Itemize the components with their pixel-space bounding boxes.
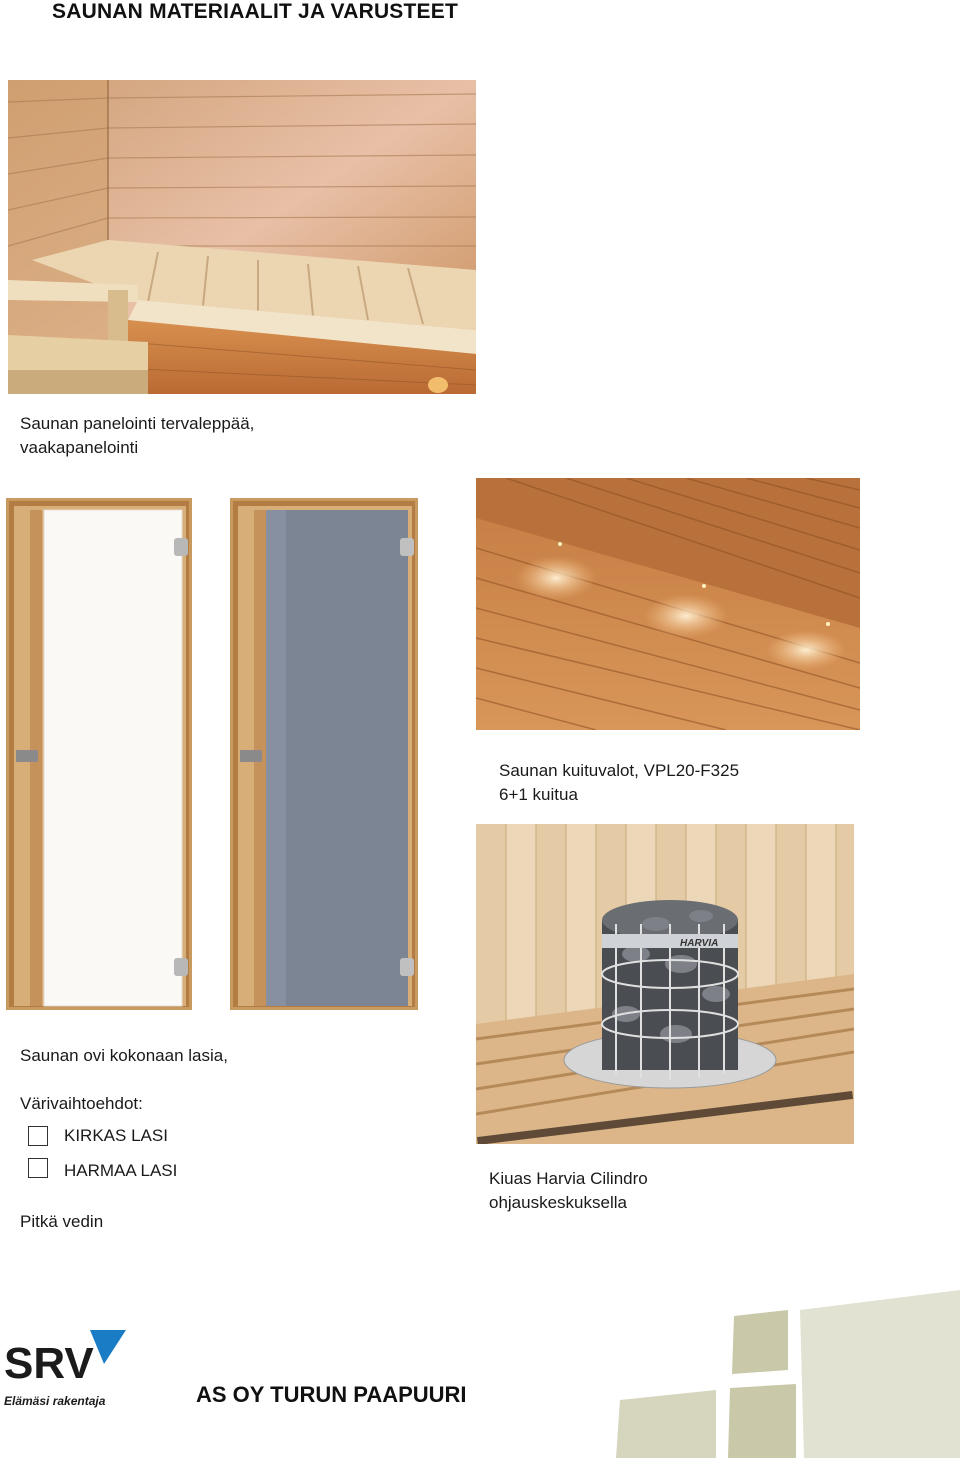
lights-caption-line2: 6+1 kuitua [499, 785, 578, 804]
logo-tagline: Elämäsi rakentaja [4, 1394, 106, 1408]
lights-caption [499, 759, 739, 807]
grey-glass-door-image [230, 498, 420, 1010]
fiber-lights-image [476, 478, 860, 730]
heater-caption-line1: Kiuas Harvia Cilindro [489, 1169, 648, 1188]
sauna-paneling-image [8, 80, 476, 394]
page-title: SAUNAN MATERIAALIT JA VARUSTEET [52, 0, 458, 23]
grey-glass-checkbox[interactable] [28, 1158, 48, 1178]
door-caption: Saunan ovi kokonaan lasia, [20, 1046, 228, 1065]
handle-caption: Pitkä vedin [20, 1212, 104, 1231]
paneling-caption [20, 412, 254, 460]
color-options-label: Värivaihtoehdot: [20, 1094, 143, 1113]
lights-caption-line1: Saunan kuituvalot, VPL20-F325 [499, 761, 740, 780]
clear-glass-option-label: KIRKAS LASI [64, 1126, 168, 1145]
heater-image [476, 824, 854, 1144]
srv-logo [4, 1328, 134, 1412]
heater-brand-label: HARVIA [680, 938, 719, 949]
paneling-caption-line2: vaakapanelointi [20, 438, 139, 457]
logo-brand-text: SRV [4, 1339, 94, 1388]
clear-glass-checkbox[interactable] [28, 1126, 48, 1146]
paneling-caption-line1: Saunan panelointi tervaleppää, [20, 414, 255, 433]
logo-triangle-icon [90, 1330, 126, 1364]
heater-caption-line2: ohjauskeskuksella [489, 1193, 627, 1212]
decorative-blocks [616, 1290, 960, 1458]
grey-glass-option-label: HARMAA LASI [64, 1161, 178, 1180]
clear-glass-door-image [6, 498, 194, 1010]
footer-title: AS OY TURUN PAAPUURI [196, 1382, 467, 1407]
heater-caption [489, 1167, 648, 1215]
